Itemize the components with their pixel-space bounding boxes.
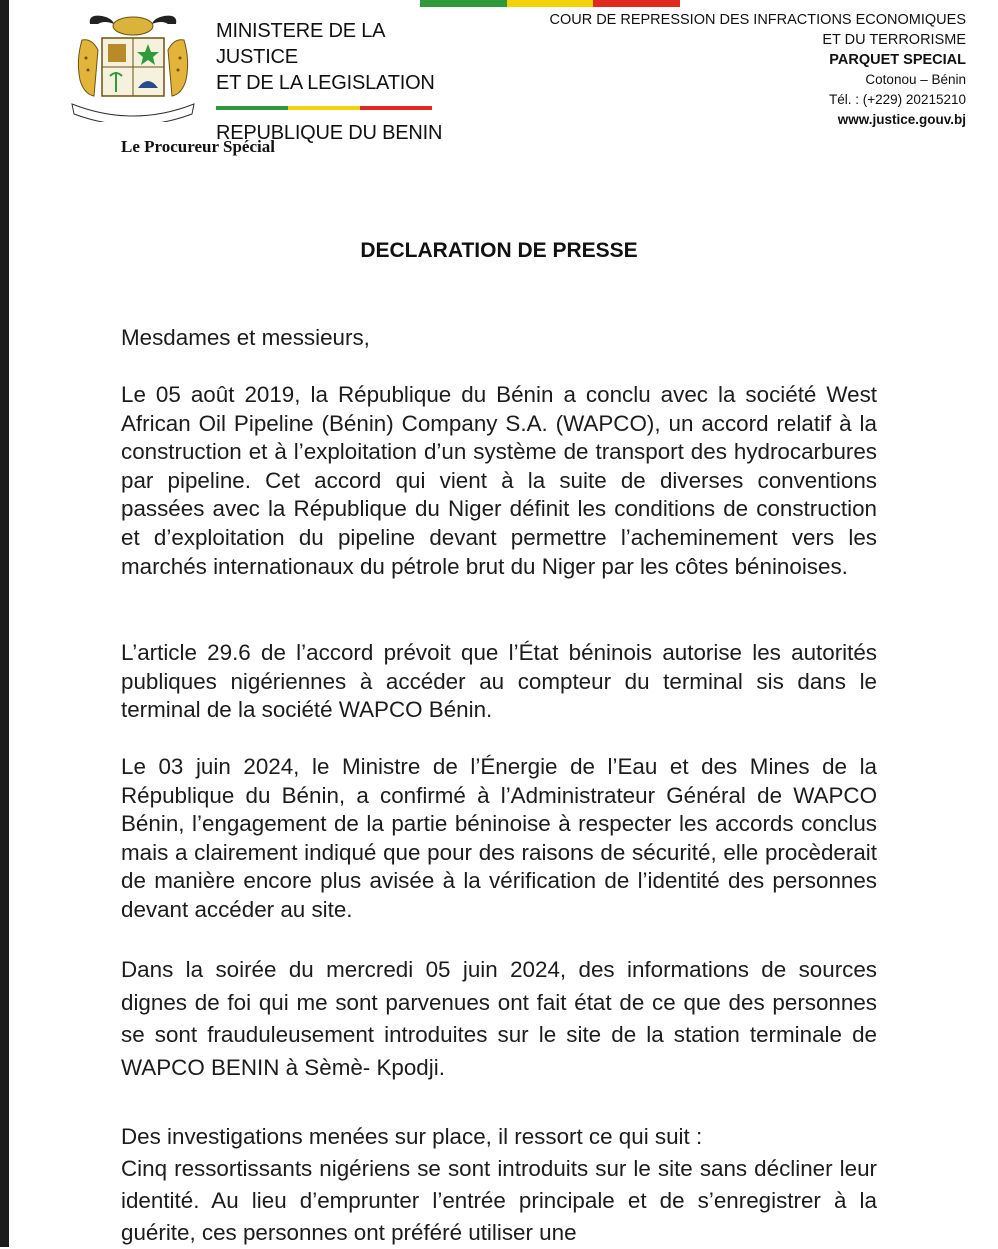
paragraph-3: Le 03 juin 2024, le Ministre de l’Énergie de l’Eau et des Mines de la République du Bénin, a confirmé à l’Administrateur Général de WAPCO Bénin, l’engagement de la partie béninoise à respecter les accords conclus mais a clairement indiqué que pour des raisons de sécurité, elle procèderait de manière encore plus avisée à la vérification de l’identité des personnes devant accéder au site.: [121, 754, 877, 922]
paragraph-block-2: [121, 639, 877, 725]
paragraph-5: Des investigations menées sur place, il ressort ce qui suit :: [121, 1124, 703, 1149]
page-left-edge: [0, 0, 9, 1247]
signatory-title: Le Procureur Spécial: [121, 137, 275, 156]
ministry-flag-bar: [216, 106, 432, 110]
court-header: [546, 10, 966, 130]
document-title: DECLARATION DE PRESSE: [360, 239, 638, 262]
paragraph-6: Cinq ressortissants nigériens se sont introduits sur le site sans décliner leur identité. Au lieu d’emprunter l’entrée principale et de s’enregistrer à la guérite, ces personnes ont préféré utiliser une: [121, 1156, 877, 1245]
benin-coat-of-arms-emblem: [68, 10, 198, 122]
paragraph-2: L’article 29.6 de l’accord prévoit que l’État béninois autorise les autorités publiques nigériennes à accéder au compteur du terminal sis dans le terminal de la société WAPCO Bénin.: [121, 640, 877, 723]
flag-bar-red: [360, 106, 432, 110]
flag-strip-red: [593, 0, 680, 7]
court-office: PARQUET SPECIAL: [829, 52, 966, 68]
paragraph-block-5: [121, 1121, 877, 1249]
flag-bar-green: [216, 106, 288, 110]
flag-strip-yellow: [507, 0, 594, 7]
ministry-name-line2: ET DE LA LEGISLATION: [216, 72, 435, 94]
republic-name: REPUBLIQUE DU BENIN: [216, 122, 443, 144]
top-flag-strip: [420, 0, 680, 7]
flag-bar-yellow: [288, 106, 360, 110]
ministry-header: [216, 18, 456, 146]
salutation-block: [121, 324, 877, 353]
paragraph-block-4: [121, 954, 877, 1084]
paragraph-1: Le 05 août 2019, la République du Bénin a conclu avec la société West African Oil Pipeline (Bénin) Company S.A. (WAPCO), un accord relatif à la construction et à l’exploitation d’un système de transport des hydrocarbures par pipeline. Cet accord qui vient à la suite de diverses conventions passées avec la République du Niger définit les conditions de construction et d’exploitation du pipeline devant permettre l’acheminement vers les marchés internationaux du pétrole brut du Niger par les côtes béninoises.: [121, 382, 877, 579]
court-city: Cotonou – Bénin: [865, 72, 966, 87]
court-phone: Tél. : (+229) 20215210: [829, 92, 966, 107]
paragraph-4: Dans la soirée du mercredi 05 juin 2024, des informations de sources dignes de foi qui me sont parvenues ont fait état de ce que des personnes se sont frauduleusement introduites sur le site de la station terminale de WAPCO BENIN à Sèmè- Kpodji.: [121, 957, 877, 1080]
paragraph-block-1: [121, 381, 877, 581]
salutation: Mesdames et messieurs,: [121, 325, 370, 350]
court-website: www.justice.gouv.bj: [837, 112, 966, 127]
flag-strip-green: [420, 0, 507, 7]
paragraph-block-3: [121, 753, 877, 925]
court-name-line1: COUR DE REPRESSION DES INFRACTIONS ECONOMIQUES: [549, 12, 966, 28]
court-name-line2: ET DU TERRORISME: [822, 32, 966, 48]
ministry-name-line1: MINISTERE DE LA JUSTICE: [216, 20, 385, 68]
